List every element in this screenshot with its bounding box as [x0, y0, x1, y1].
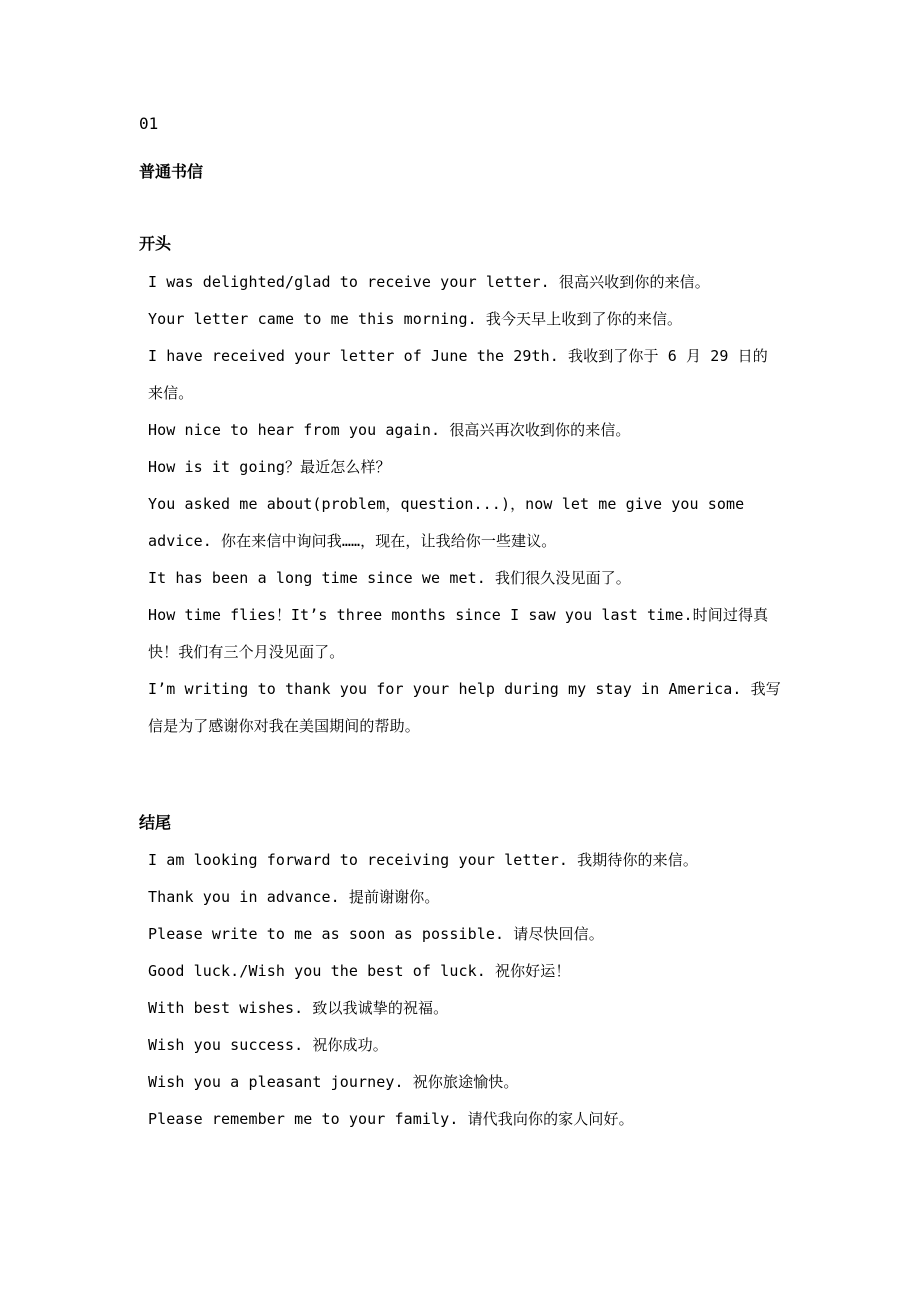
- document-title: 普通书信: [139, 162, 204, 181]
- section-heading-opening: 开头: [139, 234, 172, 253]
- opening-line: Your letter came to me this morning. 我今天早上收到了你的来信。: [148, 310, 683, 328]
- opening-line: 来信。: [148, 384, 194, 402]
- opening-line: I have received your letter of June the 29th. 我收到了你于 6 月 29 日的: [148, 347, 768, 365]
- opening-line: How nice to hear from you again. 很高兴再次收到你的来信。: [148, 421, 631, 439]
- closing-line: Please write to me as soon as possible. 请尽快回信。: [148, 925, 604, 943]
- document-number: 01: [139, 114, 159, 133]
- opening-line: You asked me about(problem，question...)，now let me give you some: [148, 495, 745, 513]
- opening-line: advice. 你在来信中询问我……，现在，让我给你一些建议。: [148, 532, 557, 550]
- opening-line: How time flies！It’s three months since I saw you last time.时间过得真: [148, 606, 769, 624]
- closing-line: With best wishes. 致以我诚挚的祝福。: [148, 999, 449, 1017]
- closing-line: Wish you success. 祝你成功。: [148, 1036, 388, 1054]
- closing-line: Wish you a pleasant journey. 祝你旅途愉快。: [148, 1073, 519, 1091]
- opening-line: I was delighted/glad to receive your letter. 很高兴收到你的来信。: [148, 273, 710, 291]
- section-heading-closing: 结尾: [139, 813, 172, 832]
- opening-line: I’m writing to thank you for your help during my stay in America. 我写: [148, 680, 781, 698]
- opening-line: 快！我们有三个月没见面了。: [148, 643, 345, 661]
- opening-line: 信是为了感谢你对我在美国期间的帮助。: [148, 717, 420, 735]
- closing-line: I am looking forward to receiving your letter. 我期待你的来信。: [148, 851, 698, 869]
- closing-line: Please remember me to your family. 请代我向你的家人问好。: [148, 1110, 634, 1128]
- opening-line: How is it going？最近怎么样？: [148, 458, 391, 476]
- closing-line: Good luck./Wish you the best of luck. 祝你好运！: [148, 962, 571, 980]
- opening-line: It has been a long time since we met. 我们很久没见面了。: [148, 569, 631, 587]
- closing-line: Thank you in advance. 提前谢谢你。: [148, 888, 440, 906]
